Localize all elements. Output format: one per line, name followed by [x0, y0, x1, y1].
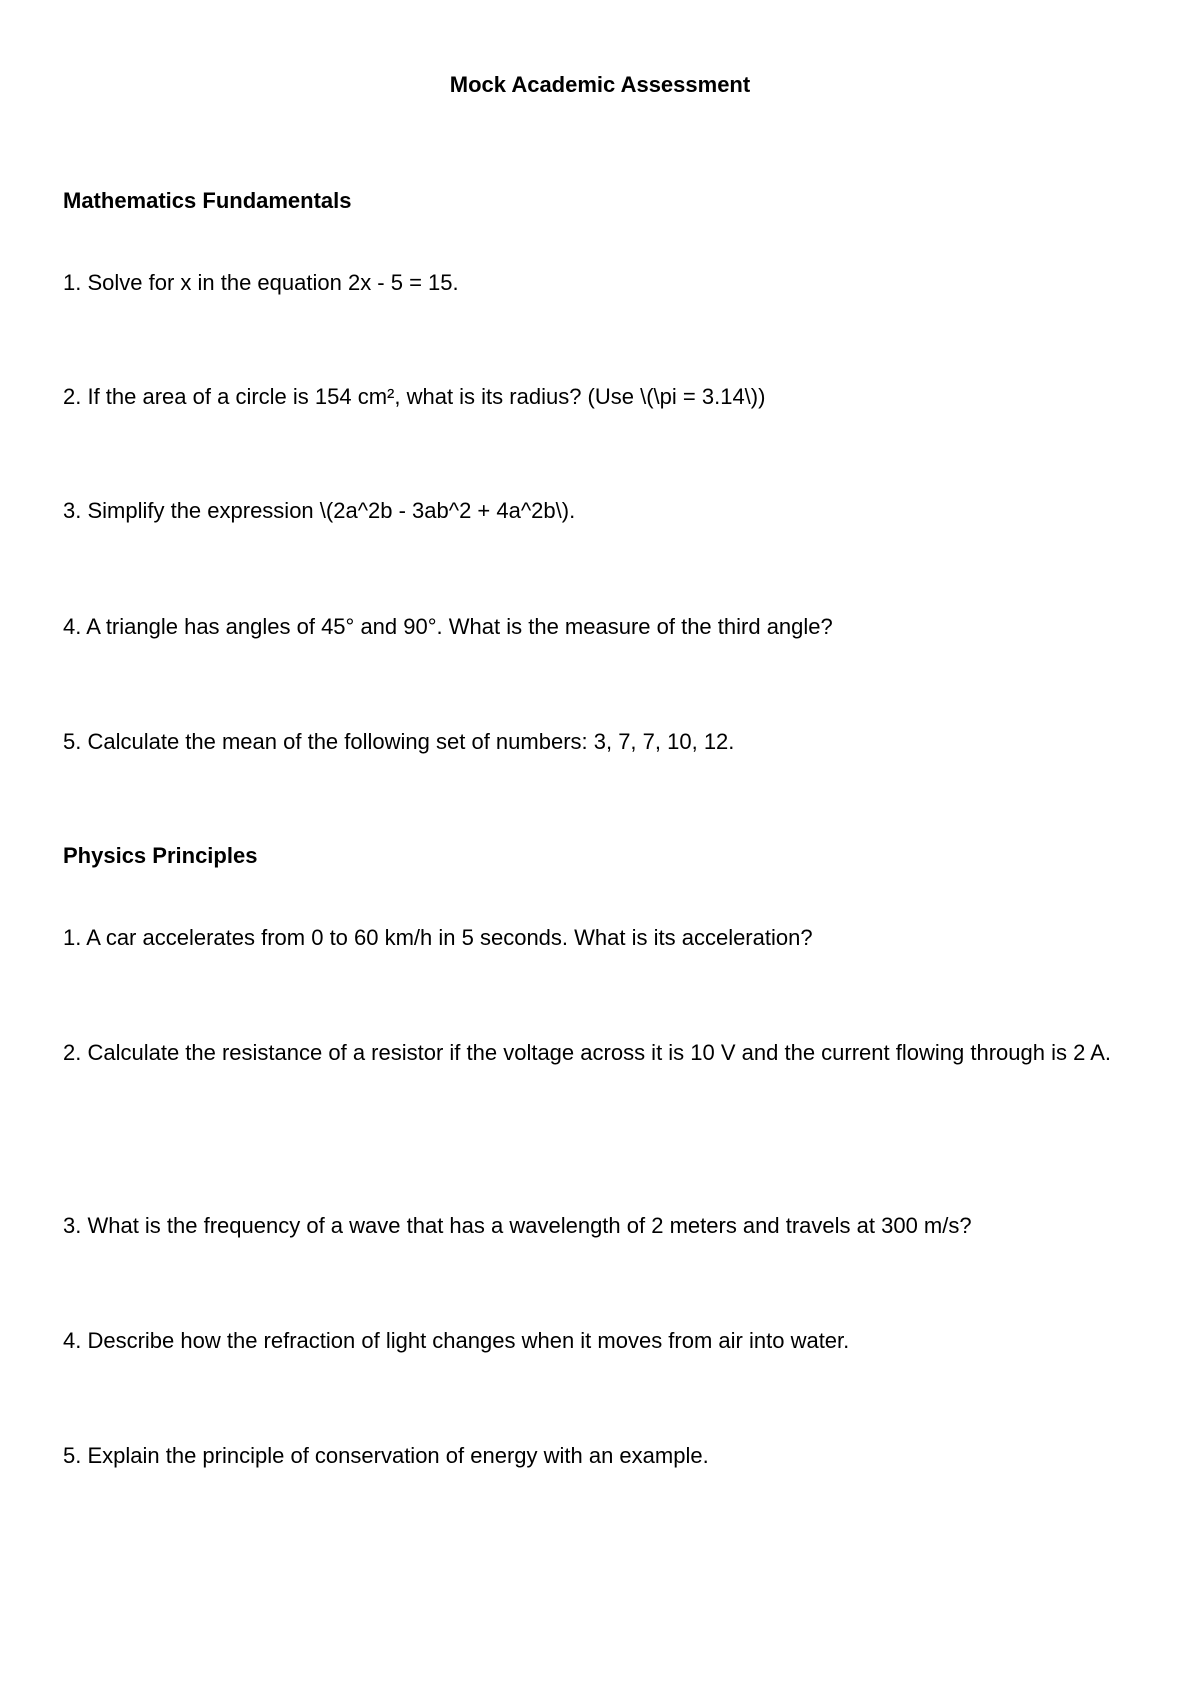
physics-question-4: 4. Describe how the refraction of light changes when it moves from air into water. [63, 1328, 850, 1353]
section-heading-mathematics: Mathematics Fundamentals [63, 188, 352, 213]
document-title: Mock Academic Assessment [449, 72, 751, 97]
physics-question-3: 3. What is the frequency of a wave that has a wavelength of 2 meters and travels at 300 m/s? [63, 1213, 972, 1238]
math-question-5: 5. Calculate the mean of the following set of numbers: 3, 7, 7, 10, 12. [63, 729, 735, 754]
physics-question-1: 1. A car accelerates from 0 to 60 km/h in 5 seconds. What is its acceleration? [63, 925, 813, 950]
physics-question-5: 5. Explain the principle of conservation of energy with an example. [63, 1443, 709, 1468]
physics-question-2: 2. Calculate the resistance of a resistor if the voltage across it is 10 V and the current flowing through is 2 A. [63, 1040, 1111, 1065]
math-question-1: 1. Solve for x in the equation 2x - 5 = 15. [63, 270, 459, 295]
math-question-4: 4. A triangle has angles of 45° and 90°. What is the measure of the third angle? [63, 614, 833, 639]
math-question-3: 3. Simplify the expression \(2a^2b - 3ab^2 + 4a^2b\). [63, 498, 576, 523]
section-heading-physics: Physics Principles [63, 843, 258, 868]
math-question-2: 2. If the area of a circle is 154 cm², what is its radius? (Use \(\pi = 3.14\)) [63, 384, 766, 409]
